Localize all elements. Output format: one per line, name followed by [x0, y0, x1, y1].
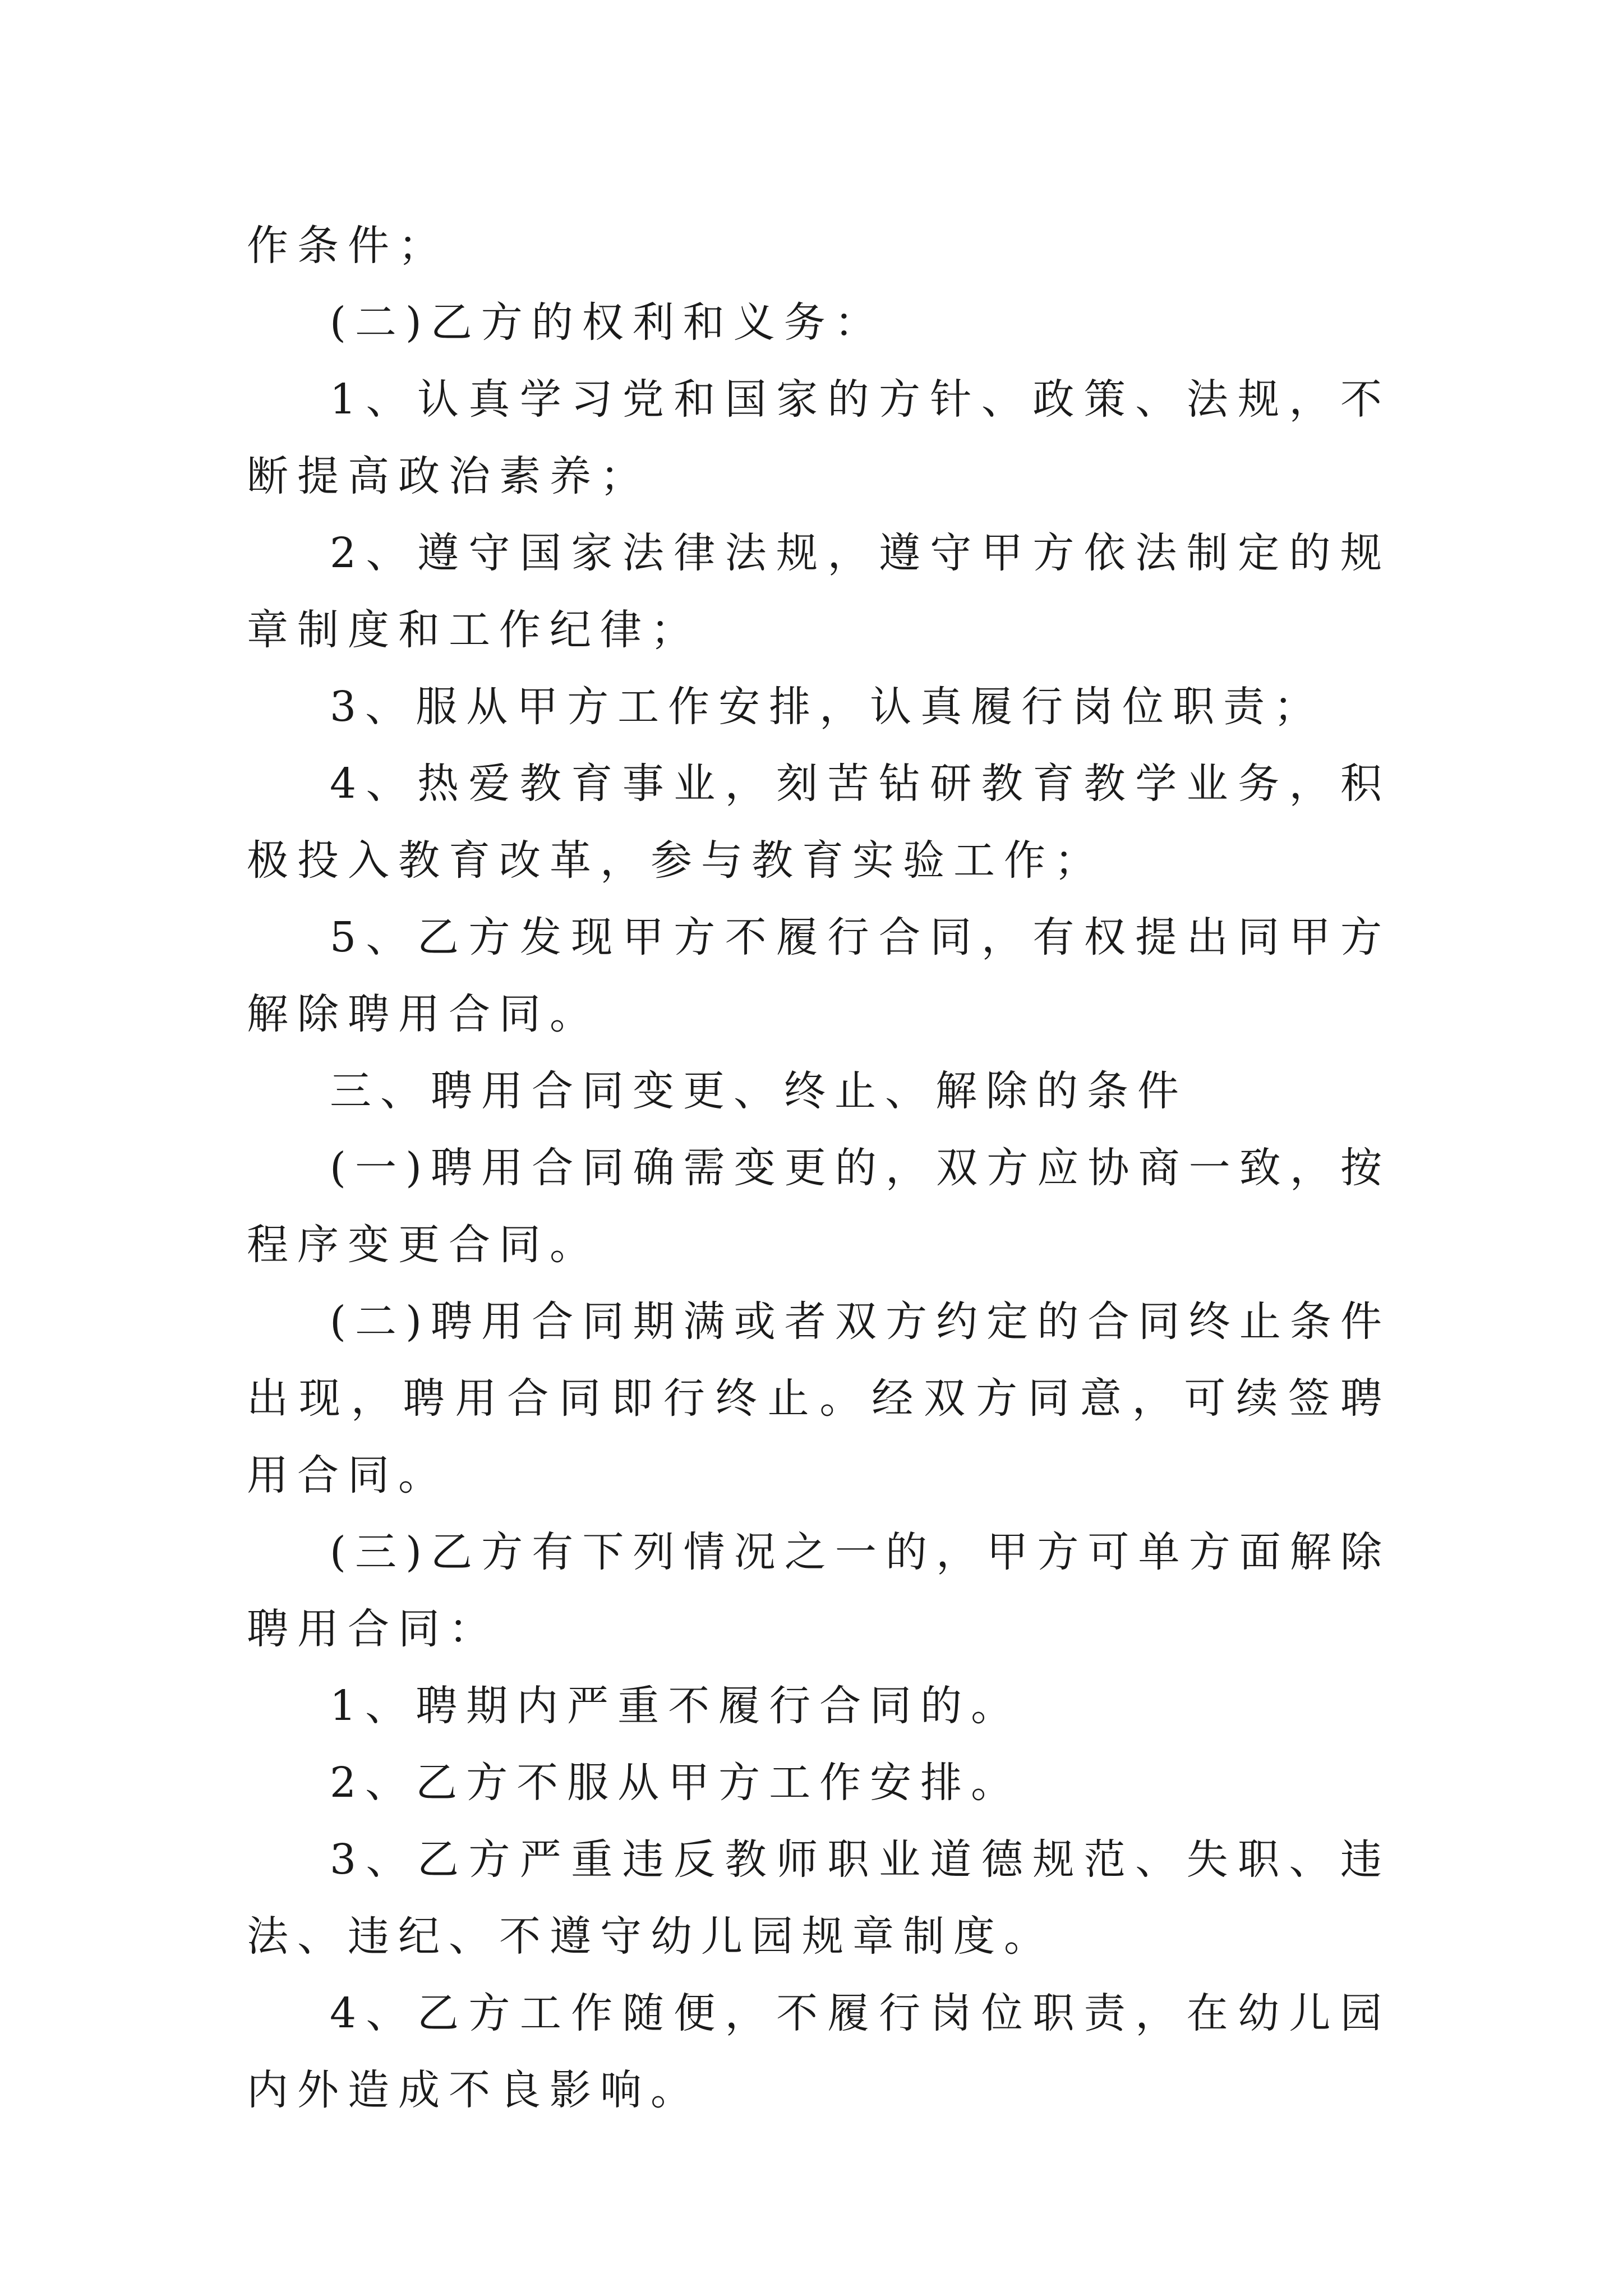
paragraph-item-2: 2、遵守国家法律法规，遵守甲方依法制定的规章制度和工作纪律； — [247, 529, 1391, 654]
paragraph-item-3: 3、服从甲方工作安排，认真履行岗位职责； — [330, 683, 1325, 731]
paragraph-clause-1: (一)聘用合同确需变更的，双方应协商一致，按程序变更合同。 — [247, 1144, 1391, 1269]
section-heading-party-b-rights: (二)乙方的权利和义务： — [330, 298, 885, 347]
paragraph-termination-item-2: 2、乙方不服从甲方工作安排。 — [330, 1759, 1022, 1807]
paragraph-clause-3: (三)乙方有下列情况之一的，甲方可单方面解除聘用合同： — [247, 1528, 1391, 1653]
paragraph-clause-2: (二)聘用合同期满或者双方约定的合同终止条件出现，聘用合同即行终止。经双方同意，可续签聘用合同。 — [247, 1297, 1391, 1499]
paragraph-termination-item-1: 1、聘期内严重不履行合同的。 — [330, 1682, 1022, 1730]
paragraph-item-1: 1、认真学习党和国家的方针、政策、法规，不断提高政治素养； — [247, 375, 1391, 500]
paragraph-item-4: 4、热爱教育事业，刻苦钻研教育教学业务，积极投入教育改革，参与教育实验工作； — [247, 760, 1391, 885]
document-body — [247, 208, 1391, 2129]
paragraph-termination-item-4: 4、乙方工作随便，不履行岗位职责，在幼儿园内外造成不良影响。 — [247, 1989, 1391, 2114]
section-heading-contract-conditions: 三、聘用合同变更、终止、解除的条件 — [330, 1067, 1188, 1115]
paragraph-termination-item-3: 3、乙方严重违反教师职业道德规范、失职、违法、违纪、不遵守幼儿园规章制度。 — [247, 1835, 1391, 1961]
paragraph-item-5: 5、乙方发现甲方不履行合同，有权提出同甲方解除聘用合同。 — [247, 913, 1391, 1038]
paragraph-continuation: 作条件； — [247, 222, 449, 270]
